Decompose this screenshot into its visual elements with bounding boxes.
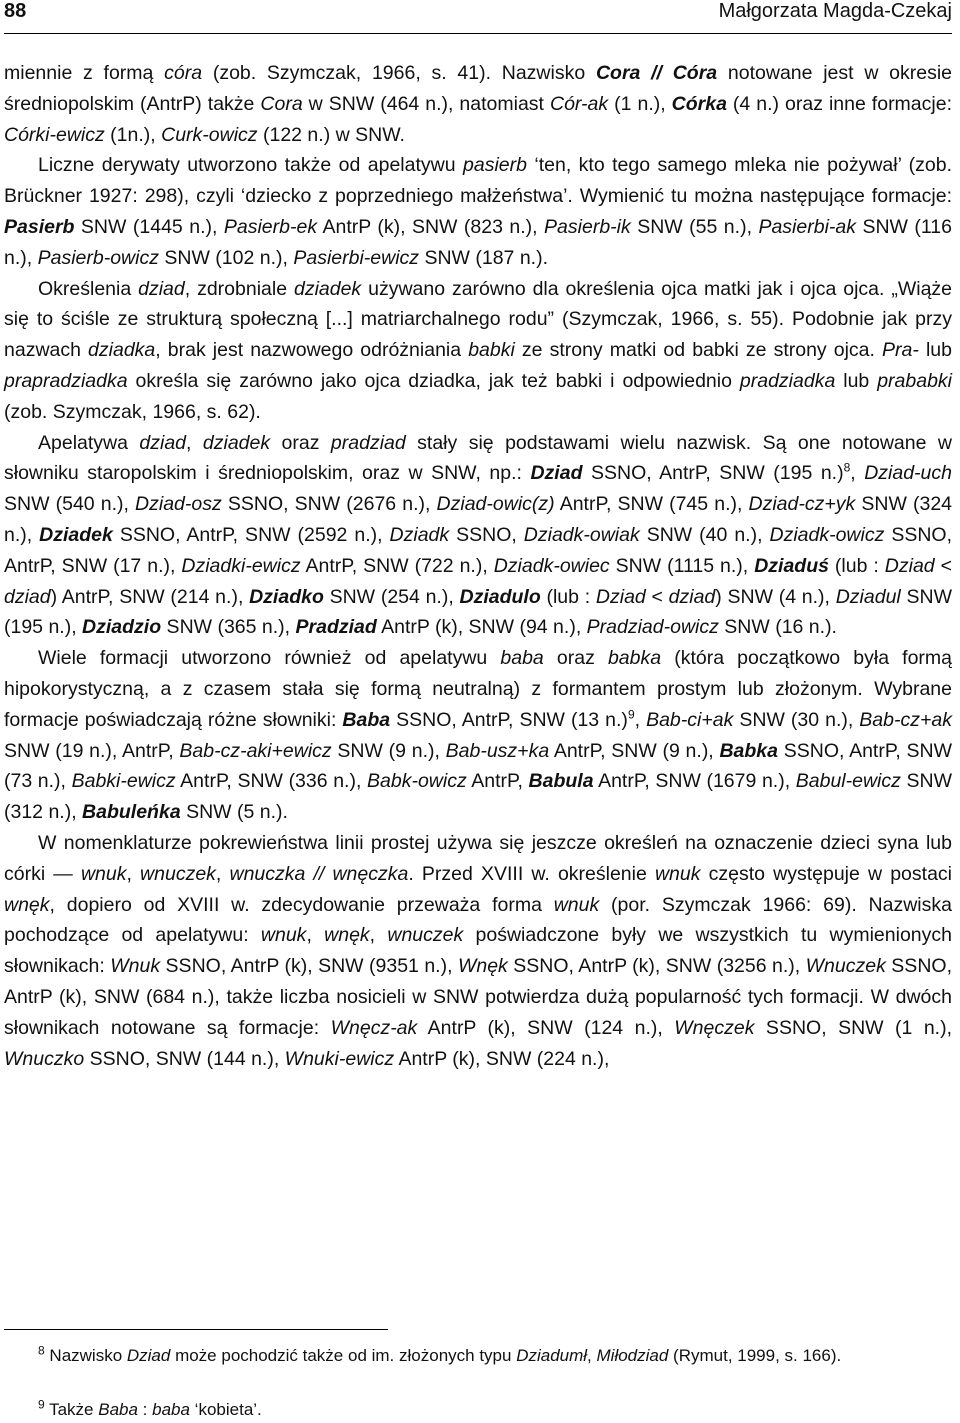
italic-term: Córki-ewicz	[4, 123, 105, 146]
header-rule	[4, 33, 952, 34]
text-run: SNW (312 n.),	[4, 770, 952, 824]
text-run: , dopiero od XVIII w. zdecydowanie przeważa forma	[49, 893, 554, 916]
page-number: 88	[4, 0, 27, 22]
surname-entry: Dziadulo	[459, 585, 541, 608]
text-run: AntrP,	[466, 770, 529, 793]
text-run: ze strony matki od babki ze strony ojca.	[514, 339, 883, 362]
text-run: (Rymut, 1999, s. 166).	[668, 1346, 842, 1365]
footnote-8	[4, 1343, 952, 1368]
italic-term: Baba	[98, 1400, 138, 1419]
main-text	[4, 58, 952, 1074]
italic-term: pradziadka	[739, 369, 836, 392]
italic-term: Dziad	[884, 554, 935, 577]
text-run: SNW (195 n.),	[4, 585, 952, 639]
italic-term: Wnuczko	[4, 1047, 85, 1070]
italic-term: Dziad-osz	[135, 493, 222, 516]
text-run: ,	[186, 431, 203, 454]
paragraph	[4, 828, 952, 1074]
text-run: SNW (1115 n.),	[609, 554, 755, 577]
italic-term: Dziad	[126, 1346, 171, 1365]
text-run: SSNO,	[449, 523, 524, 546]
italic-term: Bab-ci+ak	[646, 708, 734, 731]
italic-term: Dziadki-ewicz	[181, 554, 301, 577]
italic-term: Dziad-cz+yk	[748, 493, 856, 516]
italic-term: Dziad	[595, 585, 646, 608]
italic-term: dziad	[668, 585, 716, 608]
text-run: W nomenklaturze pokrewieństwa linii prostej używa się jeszcze określeń na oznaczenie dzieci syna lub córki —	[4, 831, 952, 885]
text-run: AntrP, SNW (722 n.),	[300, 554, 494, 577]
italic-term: pradziad	[330, 431, 406, 454]
italic-term: Dziadk	[389, 523, 450, 546]
paragraph	[4, 428, 952, 644]
italic-term: wnuk	[260, 924, 307, 947]
italic-term: dziad	[4, 585, 51, 608]
text-run: w SNW (464 n.), natomiast	[302, 92, 550, 115]
footnote-ref: 9	[38, 1397, 45, 1412]
text-run: oraz	[543, 647, 608, 670]
surname-entry: Babka	[719, 739, 778, 762]
text-run: SNW (187 n.).	[419, 246, 548, 269]
text-run: miennie z formą	[4, 62, 165, 84]
surname-entry: Baba	[342, 708, 391, 731]
text-run: (lub :	[540, 585, 596, 608]
text-run: określa się zarówno jako ojca dziadka, jak też babki i odpowiednio	[127, 369, 740, 392]
italic-term: Pasierb-owicz	[37, 246, 159, 269]
text-run: (por. Szymczak 1966: 69). Nazwiska pochodzące od apelatywu:	[4, 893, 952, 947]
text-run: SNW (16 n.).	[718, 616, 837, 639]
text-run: <	[645, 585, 669, 608]
italic-term: prababki	[877, 369, 953, 392]
text-run: SNW (324 n.),	[4, 493, 953, 546]
italic-term: Dziad-owic(z)	[436, 493, 555, 516]
italic-term: Cór-ak	[549, 92, 609, 115]
italic-term: baba	[152, 1400, 190, 1419]
text-run: SNW (9 n.),	[331, 739, 446, 762]
text-run: oraz	[270, 431, 331, 454]
italic-term: dziadek	[293, 277, 362, 300]
text-run: używano zarówno dla określenia ojca matki jak i ojca ojca. „Wiąże się to ściśle ze strukturą społeczną [...] matriarchalnego rodu” (Szymczak, 1966, s. 55). Podobnie jak przy nazwach	[4, 277, 953, 362]
text-run: ) AntrP, SNW (214 n.),	[50, 585, 250, 608]
italic-term: Wnuk	[110, 955, 161, 978]
italic-term: Babk-owicz	[367, 770, 467, 793]
text-run: AntrP, SNW (336 n.),	[175, 770, 367, 793]
text-run: Określenia	[38, 277, 139, 300]
text-run: może pochodzić także od im. złożonych typu	[170, 1346, 517, 1365]
text-run: (1n.),	[104, 123, 162, 146]
italic-term: dziad	[138, 277, 185, 300]
italic-term: wnuk	[553, 893, 600, 916]
italic-term: babki	[468, 339, 515, 362]
italic-term: wnuk	[654, 862, 701, 885]
text-run: SSNO, SNW (2676 n.),	[221, 493, 437, 516]
italic-term: wnuczka // wnęczka	[229, 862, 409, 885]
italic-term: Bab-cz-aki+ewicz	[179, 739, 332, 762]
surname-entry: Dziadek	[39, 523, 113, 546]
text-run: AntrP, SNW (745 n.),	[554, 493, 749, 516]
text-run: ,	[215, 862, 230, 885]
italic-term: prapradziadka	[4, 369, 128, 392]
footnote-9	[4, 1397, 952, 1422]
italic-term: dziad	[139, 431, 187, 454]
text-run: SSNO, SNW (1 n.),	[754, 1016, 953, 1039]
text-run: ‘kobieta’.	[189, 1400, 262, 1419]
text-run: (zob. Szymczak, 1966, s. 41). Nazwisko	[202, 62, 596, 84]
italic-term: wnuk	[80, 862, 127, 885]
text-run: Także	[44, 1400, 99, 1419]
text-run: AntrP (k), SNW (124 n.),	[417, 1016, 675, 1039]
footnote-ref: 8	[38, 1343, 45, 1358]
text-run: SNW (116 n.),	[4, 215, 952, 269]
text-run: <	[934, 554, 952, 577]
text-run: . Przed XVIII w. określenie	[408, 862, 655, 885]
paragraph	[4, 58, 952, 150]
italic-term: Bab-usz+ka	[445, 739, 550, 762]
footnote-ref: 8	[843, 460, 851, 475]
text-run: SSNO, AntrP, SNW (73 n.),	[4, 739, 952, 793]
text-run: SSNO, AntrP (k), SNW (684 n.), także liczba nosicieli w SNW potwierdza dużą popularność tych formacji. W dwóch słownikach notowane są formacje:	[4, 955, 952, 1039]
text-run: AntrP, SNW (1679 n.),	[593, 770, 796, 793]
text-run: stały się podstawami wielu nazwisk. Są one notowane w słowniku staropolskim i średniopolskim, oraz w SNW, np.:	[4, 431, 952, 485]
text-run: SNW (30 n.),	[733, 708, 860, 731]
italic-term: Cora	[260, 92, 303, 115]
italic-term: Pasierb-ek	[223, 215, 318, 238]
text-run: Liczne derywaty utworzono także od apelatywu	[38, 154, 463, 177]
text-run: SNW (19 n.), AntrP,	[4, 739, 180, 762]
surname-entry: Dziadko	[249, 585, 324, 608]
text-run: ) SNW (4 n.),	[715, 585, 836, 608]
surname-entry: Babuleńka	[82, 801, 181, 824]
text-run: SNW (55 n.),	[630, 215, 759, 238]
text-run: Wiele formacji utworzono również od apelatywu	[38, 647, 501, 670]
italic-term: wnęk	[4, 893, 50, 916]
text-run: ,	[587, 1346, 597, 1365]
italic-term: Wnuczek	[805, 955, 886, 978]
text-run: poświadczone były we wszystkich tu wymienionych słownikach:	[4, 924, 952, 978]
text-run: AntrP (k), SNW (224 n.),	[394, 1047, 610, 1070]
italic-term: Dziadk-owiak	[523, 523, 640, 546]
italic-term: Wnęczek	[674, 1016, 755, 1039]
italic-term: wnuczek	[387, 924, 464, 947]
surname-entry: Dziaduś	[754, 554, 829, 577]
italic-term: Dziadk-owiec	[493, 554, 610, 577]
text-run: SNW (1445 n.),	[74, 215, 224, 238]
text-run: SNW (254 n.),	[323, 585, 460, 608]
text-run: AntrP, SNW (9 n.),	[549, 739, 720, 762]
text-run: ,	[126, 862, 141, 885]
italic-term: Babki-ewicz	[71, 770, 176, 793]
text-run: (122 n.) w SNW.	[257, 123, 405, 146]
italic-term: Dziadumł	[516, 1346, 588, 1365]
running-header	[4, 0, 952, 34]
paragraph	[4, 274, 952, 428]
text-run: ,	[850, 462, 865, 485]
text-run: (1 n.),	[608, 92, 672, 115]
paragraph	[4, 643, 952, 828]
text-run: ‘ten, kto tego samego mleka nie pożywał’ (zob. Brückner 1927: 298), czyli ‘dziecko z poprzedniego małżeństwa’. Wymienić tu można następujące formacje:	[4, 154, 952, 208]
italic-term: Pasierb-ik	[544, 215, 631, 238]
italic-term: Dziadul	[835, 585, 901, 608]
text-run: (4 n.) oraz inne formacje:	[726, 92, 952, 115]
text-run: Nazwisko	[44, 1346, 127, 1365]
text-run: ,	[369, 924, 388, 947]
surname-entry: Dziadzio	[82, 616, 162, 639]
text-run: :	[137, 1400, 153, 1419]
surname-entry: Córka	[671, 92, 727, 115]
italic-term: Dziad-uch	[864, 462, 952, 485]
text-run: SSNO, AntrP (k), SNW (3256 n.),	[507, 955, 806, 978]
text-run: SNW (540 n.),	[4, 493, 136, 516]
text-run: (lub :	[828, 554, 885, 577]
text-run: (która początkowo była formą hipokorystyczną, a z czasem stała się formą neutralną) z formantem prostym lub złożonym. Wybrane formacje poświadczają różne słowniki:	[4, 647, 952, 731]
text-run: , brak jest nazwowego odróżniania	[155, 339, 469, 362]
text-run: ,	[634, 708, 647, 731]
text-run: SNW (5 n.).	[180, 801, 288, 824]
paragraph	[4, 150, 952, 273]
italic-term: wnuczek	[140, 862, 216, 885]
italic-term: Dziadk-owicz	[769, 523, 885, 546]
text-run: SNW (40 n.),	[639, 523, 770, 546]
text-run: często występuje w postaci	[700, 862, 952, 885]
text-run: SSNO, AntrP, SNW (195 n.)	[582, 462, 844, 485]
italic-term: córa	[164, 62, 203, 84]
running-title: Małgorzata Magda-Czekaj	[718, 0, 952, 22]
italic-term: babka	[607, 647, 662, 670]
italic-term: Wnuki-ewicz	[284, 1047, 395, 1070]
text-run: AntrP (k), SNW (823 n.),	[317, 215, 545, 238]
text-run: notowane jest w okresie średniopolskim (AntrP) także	[4, 62, 953, 115]
text-run: AntrP (k), SNW (94 n.),	[376, 616, 587, 639]
italic-term: Pasierbi-ewicz	[293, 246, 420, 269]
italic-term: Wnęk	[457, 955, 508, 978]
italic-term: Babul-ewicz	[795, 770, 901, 793]
italic-term: dziadka	[88, 339, 156, 362]
surname-entry: Pasierb	[4, 215, 75, 238]
surname-entry: Babula	[528, 770, 594, 793]
text-run: , zdrobniale	[184, 277, 294, 300]
text-run: SNW (102 n.),	[158, 246, 294, 269]
surname-entry: Dziad	[530, 462, 583, 485]
italic-term: Curk-owicz	[161, 123, 258, 146]
italic-term: baba	[500, 647, 544, 670]
italic-term: pasierb	[463, 154, 527, 177]
text-run: lub	[835, 369, 878, 392]
italic-term: Miłodziad	[596, 1346, 669, 1365]
text-run: SSNO, AntrP (k), SNW (9351 n.),	[160, 955, 458, 978]
italic-term: dziadek	[202, 431, 271, 454]
italic-term: Pra-	[882, 339, 919, 362]
text-run: lub	[918, 339, 952, 362]
surname-entry: Cora // Córa	[595, 62, 718, 84]
italic-term: Wnęcz-ak	[330, 1016, 418, 1039]
italic-term: Pasierbi-ak	[758, 215, 856, 238]
text-run: (zob. Szymczak, 1966, s. 62).	[4, 400, 261, 423]
footnote-separator	[4, 1329, 388, 1330]
text-run: ,	[306, 924, 325, 947]
text-run: SSNO, AntrP, SNW (13 n.)	[390, 708, 628, 731]
footnote-ref: 9	[627, 707, 635, 722]
text-run: Apelatywa	[38, 431, 140, 454]
text-run: SNW (365 n.),	[161, 616, 296, 639]
text-run: SSNO, AntrP, SNW (2592 n.),	[112, 523, 390, 546]
italic-term: wnęk	[324, 924, 370, 947]
text-run: SSNO, AntrP, SNW (17 n.),	[4, 523, 952, 577]
italic-term: Bab-cz+ak	[859, 708, 952, 731]
surname-entry: Pradziad	[295, 616, 377, 639]
text-run: SSNO, SNW (144 n.),	[84, 1047, 285, 1070]
italic-term: Pradziad-owicz	[586, 616, 719, 639]
